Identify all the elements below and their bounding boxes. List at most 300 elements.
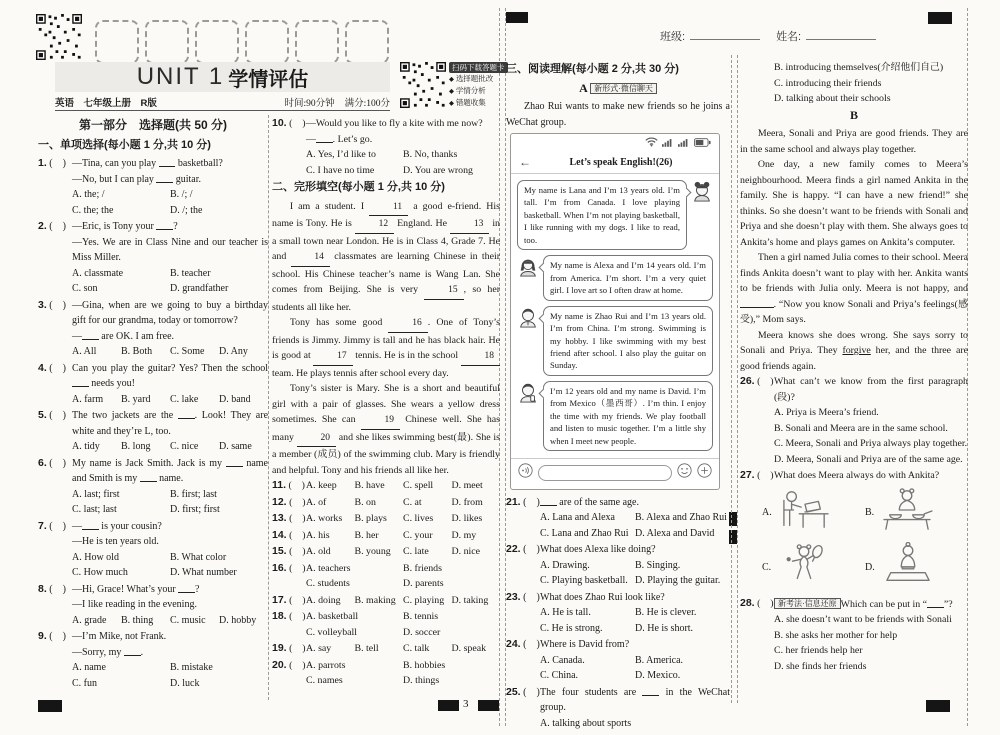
name-label: 姓名: [776, 31, 802, 43]
option[interactable]: D. Playing the guitar. [635, 575, 721, 587]
question-26 [740, 374, 968, 467]
fill-blank [316, 132, 333, 143]
option-row [774, 628, 968, 644]
option[interactable]: B. plays [354, 513, 387, 524]
registration-mark [438, 700, 459, 711]
option-row [72, 487, 268, 503]
column-divider [268, 115, 269, 700]
option[interactable]: C. Meera, Sonali and Priya always play together. [774, 438, 968, 449]
fill-blank [156, 219, 173, 230]
option[interactable]: B. thing [121, 614, 154, 626]
option[interactable]: B. friends [403, 562, 442, 574]
answer-paren[interactable]: ( ) [49, 457, 66, 469]
name-field[interactable] [806, 28, 876, 40]
answer-paren[interactable]: ( ) [49, 631, 66, 642]
option[interactable]: D. from [451, 496, 483, 508]
girl-playing-tennis-icon [775, 542, 833, 594]
subject-label: 英语 七年级上册 R版 [55, 98, 157, 109]
option-row [306, 561, 500, 577]
option[interactable]: A. doing [306, 594, 341, 606]
option-row [774, 421, 968, 437]
option[interactable]: B. have [354, 480, 385, 491]
option[interactable]: C. names [306, 675, 343, 686]
question-27-image-options [740, 485, 968, 596]
time-label: 时间:90分钟 [284, 99, 335, 109]
option[interactable]: A. Yes, I’d like to [306, 149, 376, 160]
option[interactable]: D. my [451, 529, 477, 541]
option[interactable]: A. basketball [306, 611, 359, 622]
question-stem: are of the same age. [540, 495, 730, 511]
option-row [306, 625, 500, 641]
question-number: 6. [38, 456, 47, 469]
chat-message [517, 180, 713, 250]
question-number: 26. [740, 375, 755, 387]
option[interactable]: A. All [72, 346, 97, 357]
question-6 [38, 456, 268, 518]
option[interactable]: B. her [354, 529, 379, 541]
option[interactable]: C. lives [403, 513, 434, 524]
passage-a-label: A [579, 80, 588, 95]
option-row [72, 613, 268, 629]
registration-mark [38, 700, 62, 712]
option[interactable]: A. his [306, 529, 330, 541]
option[interactable]: C. He is strong. [540, 622, 603, 634]
option[interactable]: B. on [354, 496, 376, 508]
question-10 [272, 116, 500, 178]
option[interactable]: B. yard [121, 393, 151, 405]
option[interactable]: B. young [354, 546, 391, 557]
option-row [540, 605, 730, 621]
option[interactable]: C. spell [403, 480, 434, 491]
qr-feature: ◆ 错题收集 [449, 97, 508, 109]
question-1 [38, 156, 268, 218]
option-row [306, 528, 500, 544]
answer-sticker-box [295, 20, 339, 64]
question-stem: —Sorry, my . [72, 646, 144, 658]
question-number: 21. [506, 495, 521, 508]
option-image[interactable] [865, 542, 968, 594]
option[interactable]: A. tidy [72, 441, 100, 452]
option[interactable]: D. same [219, 441, 252, 452]
cloze-blank: 14 [291, 250, 330, 267]
question-stem: —Would you like to fly a kite with me now? [306, 118, 483, 129]
option[interactable]: D. grandfather [170, 283, 229, 294]
option-row [774, 452, 968, 468]
option[interactable]: D. things [403, 675, 440, 686]
question-14 [272, 528, 500, 544]
answer-paren[interactable]: ( ) [49, 410, 66, 421]
question-list [506, 495, 730, 732]
cloze-blank: 17 [313, 349, 352, 366]
question-stem: The two jackets are the . Look! They are white and they’re L, too. [72, 410, 269, 437]
option[interactable]: C. at [403, 496, 422, 508]
option[interactable]: D. first; first [170, 504, 220, 515]
answer-paren[interactable]: ( ) [288, 480, 305, 491]
answer-paren[interactable]: ( ) [757, 597, 774, 609]
page-gutter-line [737, 55, 738, 703]
question-number: 3. [38, 298, 47, 311]
question-number: 24. [506, 638, 521, 651]
option-row [306, 478, 500, 494]
option-row [72, 565, 268, 581]
question-number: 12. [272, 495, 287, 508]
student-info [660, 28, 892, 44]
answer-paren[interactable]: ( ) [757, 470, 774, 481]
qr-caption: 扫码下载答题卡 [449, 62, 508, 73]
option[interactable]: B. What color [170, 551, 227, 563]
option[interactable]: C. music [170, 614, 206, 626]
option[interactable]: D. speak [451, 643, 487, 654]
answer-paren[interactable]: ( ) [757, 376, 774, 387]
option[interactable]: B. tennis [403, 611, 439, 622]
option[interactable]: D. /; the [170, 204, 203, 216]
option-label: C. [762, 562, 772, 573]
option-row [540, 716, 730, 732]
option[interactable]: A. of [306, 496, 327, 508]
answer-paren[interactable]: ( ) [523, 544, 540, 556]
answer-paren[interactable]: ( ) [289, 562, 306, 574]
question-21 [506, 495, 730, 542]
option[interactable]: B. Both [121, 346, 153, 357]
question-9 [38, 629, 268, 691]
option[interactable]: C. playing [403, 594, 445, 606]
question-25-options-cont [740, 60, 968, 107]
question-stem: —Gina, when are we going to buy a birthday gift for our grandma, today or tomorrow? [72, 299, 268, 326]
answer-paren[interactable]: ( ) [289, 659, 306, 671]
option[interactable]: B. Alexa and Zhao Rui [635, 512, 727, 524]
column-1 [38, 118, 268, 692]
question-number: 15. [272, 545, 287, 557]
option[interactable]: D. talking about their schools [774, 93, 891, 104]
option-row [72, 344, 268, 360]
answer-paren[interactable]: ( ) [49, 221, 66, 232]
fill-blank [156, 172, 173, 183]
passage-paragraph: I am a student. I 11 a good e-friend. His name is Tony. He is 12 England. He 13 in a small town near London. He is in Class 4, Grade 7. He and 14 classmates are learning Chinese in their school. His Chinese teacher’s name is Wang Lan. She comes from Beijing. She is very 15 , so her students all like her. [272, 200, 500, 313]
option-label: A. [762, 506, 772, 518]
question-20 [272, 658, 500, 689]
test-subtitle [55, 95, 390, 109]
option[interactable]: D. hobby [219, 614, 257, 626]
answer-paren[interactable]: ( ) [523, 639, 540, 651]
class-label: 班级: [660, 31, 686, 43]
option[interactable]: D. What number [170, 567, 237, 578]
page-number: 3 [463, 698, 469, 710]
option[interactable]: A. He is tall. [540, 607, 591, 619]
option[interactable]: A. Canada. [540, 654, 585, 666]
emoji-icon[interactable] [677, 463, 692, 484]
cloze-blank: 16 [388, 316, 427, 333]
question-tag: 新考法·信息还原 [774, 598, 841, 609]
option[interactable]: D. Any [219, 346, 248, 357]
registration-mark [928, 12, 952, 24]
option[interactable]: C. volleyball [306, 626, 358, 638]
question-17 [272, 593, 500, 609]
option[interactable]: B. tell [354, 643, 379, 654]
question-stem: —Hi, Grace! What’s your ? [72, 583, 200, 595]
fill-blank [124, 645, 141, 656]
option[interactable]: D. likes [451, 513, 483, 524]
answer-paren[interactable]: ( ) [49, 158, 66, 169]
question-7 [38, 519, 268, 581]
option-row [306, 658, 500, 674]
option[interactable]: A. Lana and Alexa [540, 512, 615, 524]
question-number: 9. [38, 630, 47, 642]
question-number: 13. [272, 512, 287, 524]
option[interactable]: B. she asks her mother for help [774, 629, 898, 641]
option[interactable]: A. talking about sports [540, 717, 632, 729]
option[interactable]: D. nice [451, 546, 481, 557]
option[interactable]: A. classmate [72, 267, 124, 279]
question-number: 4. [38, 361, 47, 374]
option[interactable]: C. last; last [72, 504, 117, 515]
class-field[interactable] [690, 28, 760, 40]
question-list [740, 468, 968, 484]
fill-blank [540, 495, 557, 506]
answer-paren[interactable]: ( ) [523, 496, 540, 508]
option-row [540, 558, 730, 574]
option-row [774, 643, 968, 659]
option-label: B. [865, 506, 875, 518]
question-stem: 新考法·信息还原 Which can be put in “ ”? [774, 596, 968, 613]
question-number: 17. [272, 593, 287, 606]
section2-title: 二、完形填空(每小题 1 分,共 10 分) [272, 181, 445, 193]
option[interactable]: B. hobbies [403, 659, 446, 671]
question-22 [506, 542, 730, 589]
answer-sticker-box [95, 20, 139, 64]
option[interactable]: C. fun [72, 677, 97, 689]
option[interactable]: C. students [306, 578, 350, 589]
plus-icon[interactable] [697, 463, 712, 484]
question-11 [272, 478, 500, 494]
option[interactable]: B. America. [635, 654, 684, 666]
question-5 [38, 408, 268, 455]
option[interactable]: C. Some [170, 346, 205, 357]
option[interactable]: C. Playing basketball. [540, 575, 628, 587]
option[interactable]: A. Drawing. [540, 559, 590, 571]
option[interactable]: B. Singing. [635, 559, 681, 571]
option[interactable]: B. making [354, 594, 396, 606]
question-stem: —Eric, is Tony your ? [72, 221, 178, 232]
option[interactable]: A. Priya is Meera’s friend. [774, 407, 879, 418]
option-label: D. [865, 562, 875, 573]
passage-paragraph: Tony’s sister is Mary. She is a short and beautiful girl with a pair of glasses. She wears a yellow dress sometimes. She can 19 Chinese well. She has many 20 and she likes swimming best(最). She is a member (成员) of the swimming club. Mary is friendly and helpful. Tony and his friends all like her. [272, 383, 500, 476]
fill-blank [159, 156, 176, 167]
option-row [306, 576, 500, 592]
question-23 [506, 590, 730, 637]
option[interactable]: D. she finds her friends [774, 660, 867, 672]
option-image[interactable] [865, 487, 968, 539]
answer-paren[interactable]: ( ) [289, 643, 306, 654]
option[interactable]: C. How much [72, 567, 128, 578]
option[interactable]: D. Alexa and David [635, 527, 715, 539]
message-input[interactable] [538, 465, 672, 481]
fill-blank [927, 597, 944, 608]
option-row [774, 405, 968, 421]
option[interactable]: C. Lana and Zhao Rui [540, 527, 629, 539]
answer-paren[interactable]: ( ) [289, 594, 306, 606]
option-image[interactable] [762, 487, 865, 539]
question-stem: — is your cousin? [72, 520, 162, 532]
option[interactable]: D. Mexico. [635, 670, 681, 682]
option[interactable]: D. parents [403, 578, 444, 589]
passage-a-heading [506, 81, 730, 98]
option-row [306, 609, 500, 625]
option[interactable]: B. Sonali and Meera are in the same school. [774, 422, 948, 434]
option[interactable]: B. first; last [170, 488, 217, 500]
option[interactable]: C. her friends help her [774, 645, 863, 656]
option-row [540, 573, 730, 589]
back-arrow-icon[interactable]: ← [519, 154, 531, 169]
option[interactable]: A. last; first [72, 488, 120, 500]
option[interactable]: B. /; / [170, 189, 193, 200]
fill-blank [178, 408, 195, 419]
passage-b-heading [740, 108, 968, 125]
option[interactable]: A. grade [72, 614, 107, 626]
option-row [540, 526, 730, 542]
answer-paren[interactable]: ( ) [49, 362, 66, 374]
question-number: 11. [272, 479, 287, 491]
registration-mark [478, 700, 499, 711]
answer-paren[interactable]: ( ) [523, 686, 540, 698]
option[interactable]: B. teacher [170, 267, 211, 279]
option[interactable]: D. Meera, Sonali and Priya are of the same age. [774, 453, 963, 465]
answer-paren[interactable]: ( ) [289, 496, 306, 508]
option[interactable]: B. He is clever. [635, 607, 697, 619]
question-stem: Where is David from? [540, 639, 630, 651]
question-stem: —No, but I can play guitar. [72, 173, 202, 185]
fill-blank [226, 456, 243, 467]
option[interactable]: D. He is short. [635, 622, 694, 634]
voice-icon[interactable] [518, 463, 533, 484]
question-list [740, 374, 968, 467]
option[interactable]: A. old [306, 546, 331, 557]
option[interactable]: D. taking [451, 594, 489, 606]
question-stem: —I’m Mike, not Frank. [72, 631, 167, 642]
option[interactable]: A. she doesn’t want to be friends with Sonali [774, 614, 952, 625]
option[interactable]: C. introducing their friends [774, 77, 882, 89]
option[interactable]: C. nice [170, 441, 199, 452]
option[interactable]: B. No, thanks [403, 149, 458, 160]
question-number: 28. [740, 596, 755, 609]
option-row [72, 187, 268, 203]
answer-paren[interactable]: ( ) [49, 520, 66, 532]
answer-sticker-box [245, 20, 289, 64]
option[interactable]: D. band [219, 393, 251, 405]
passage-b-label: B [849, 107, 858, 122]
passage-paragraph: Zhao Rui wants to make new friends so he joins a WeChat group. [506, 101, 730, 128]
option[interactable]: B. introducing themselves(介绍他们自己) [774, 62, 944, 73]
answer-sticker-box [145, 20, 189, 64]
option[interactable]: A. How old [72, 551, 119, 563]
cloze-blank: 18 [461, 349, 500, 366]
battery-icon [694, 137, 711, 153]
option[interactable]: D. You are wrong [403, 164, 473, 176]
question-number: 10. [272, 117, 287, 129]
question-8 [38, 582, 268, 629]
question-number: 1. [38, 157, 47, 169]
answer-paren[interactable]: ( ) [523, 591, 540, 603]
option[interactable]: B. mistake [170, 662, 213, 673]
option-row [72, 676, 268, 692]
question-list [38, 156, 268, 691]
score-label: 满分:100分 [344, 99, 390, 109]
option-row [72, 660, 268, 676]
option[interactable]: A. the; / [72, 189, 105, 200]
registration-mark [506, 12, 528, 23]
fill-blank [642, 685, 659, 696]
answer-paren[interactable]: ( ) [49, 299, 66, 311]
wifi-icon [645, 137, 658, 153]
answer-paren[interactable]: ( ) [49, 583, 66, 595]
question-25 [506, 685, 730, 732]
option[interactable]: C. lake [170, 393, 199, 405]
option[interactable]: A. say [306, 643, 332, 654]
answer-paren[interactable]: ( ) [289, 513, 306, 524]
option[interactable]: A. farm [72, 393, 104, 405]
question-stem: — are OK. I am free. [72, 330, 175, 342]
answer-paren[interactable]: ( ) [289, 611, 306, 622]
cloze-blank: 15 [424, 283, 463, 300]
signal-icon [678, 137, 690, 153]
question-stem: Can you play the guitar? Yes? Then the school needs you! [72, 362, 268, 389]
option[interactable]: D. luck [170, 677, 200, 689]
passage-a-intro [506, 99, 730, 130]
option[interactable]: C. your [403, 529, 433, 541]
option-image[interactable] [762, 542, 865, 594]
option[interactable]: C. son [72, 283, 98, 294]
option[interactable]: A. parrots [306, 659, 346, 671]
option[interactable]: D. soccer [403, 626, 441, 638]
fill-blank [140, 471, 157, 482]
question-16 [272, 561, 500, 592]
option[interactable]: C. late [403, 546, 429, 557]
phone-status-bar [511, 134, 719, 154]
question-stem: —Yes. We are in Class Nine and our teacher is Miss Miller. [72, 236, 268, 263]
question-4 [38, 361, 268, 408]
question-list [272, 116, 500, 178]
answer-paren[interactable]: ( ) [289, 118, 306, 129]
option[interactable]: C. I have no time [306, 164, 375, 176]
option[interactable]: A. keep [306, 480, 337, 491]
option-row [774, 436, 968, 452]
question-stem: —I like reading in the evening. [72, 599, 197, 610]
option[interactable]: D. meet [451, 480, 483, 491]
option[interactable]: A. works [306, 513, 343, 524]
fill-blank [740, 297, 774, 308]
passage-paragraph: Meera, Sonali and Priya are good friends. They are in the same school and always play together. [740, 128, 968, 155]
question-stem: My name is Jack Smith. Jack is my name and Smith is my name. [72, 457, 268, 484]
question-number: 14. [272, 528, 287, 541]
boy-phone-avatar [517, 381, 539, 403]
option-row [306, 147, 500, 163]
option[interactable]: C. the; the [72, 204, 114, 216]
cloze-passage [272, 199, 500, 479]
answer-paren[interactable]: ( ) [289, 546, 306, 557]
question-number: 8. [38, 582, 47, 595]
question-12 [272, 495, 500, 511]
option-row [306, 511, 500, 527]
chat-area [511, 174, 719, 458]
option[interactable]: A. teachers [306, 562, 351, 574]
option[interactable]: C. talk [403, 643, 430, 654]
question-2 [38, 219, 268, 297]
option[interactable]: C. China. [540, 670, 579, 682]
answer-paren[interactable]: ( ) [289, 529, 306, 541]
option[interactable]: B. long [121, 441, 151, 452]
option[interactable]: A. name [72, 662, 106, 673]
option-row [306, 495, 500, 511]
section3-title: 三、阅读理解(每小题 2 分,共 30 分) [506, 63, 679, 75]
